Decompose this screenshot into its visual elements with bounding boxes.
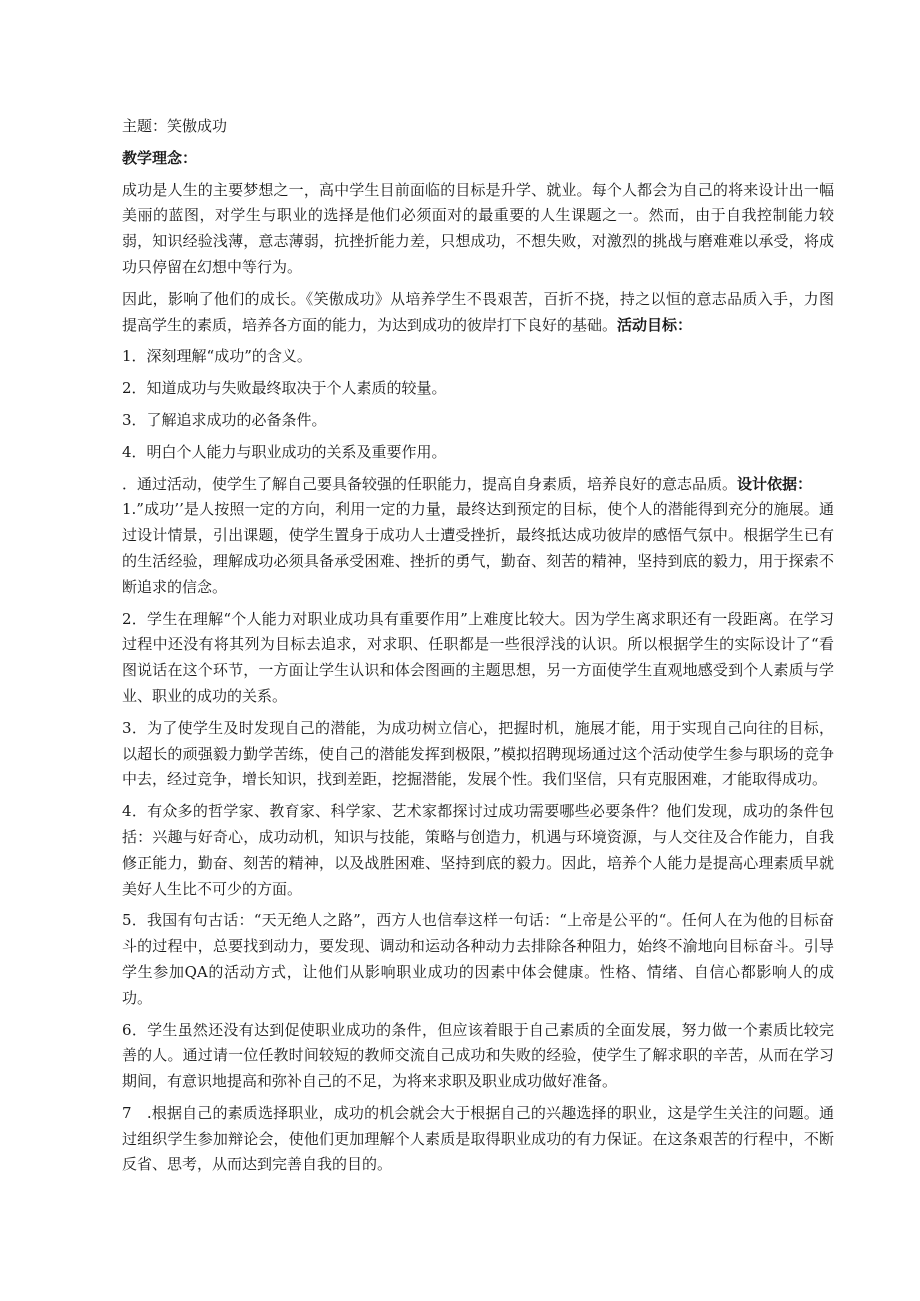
goal-item-1: 1．深刻理解“成功”的含义。: [122, 347, 312, 366]
basis-item-3: 3．为了使学生及时发现自己的潜能，为成功树立信心，把握时机，施展才能，用于实现自己向往的目标，以超长的顽强毅力勤学苦练，使自己的潜能发挥到极限，”模拟招聘现场通过这个活动使学生参与职场的竞争中去，经过竞争，增长知识，找到差距，挖掘潜能，发展个性。我们坚信，只有克服困难，才能取得成功。: [122, 718, 834, 789]
concept-paragraph-2-text: 因此，影响了他们的成长。《笑傲成功》从培养学生不畏艰苦，百折不挠，持之以恒的意志品质入手，力图提高学生的素质，培养各方面的能力，为达到成功的彼岸打下良好的基础。: [122, 289, 834, 334]
basis-item-4: 4．有众多的哲学家、教育家、科学家、艺术家都探讨过成功需要哪些必要条件？他们发现，成功的条件包括：兴趣与好奇心，成功动机，知识与技能，策略与创造力，机遇与环境资源，与人交往及合作能力，自我修正能力，勤奋、刻苦的精神，以及战胜困难、坚持到底的毅力。因此，培养个人能力是提高心理素质早就美好人生比不可少的方面。: [122, 802, 834, 898]
goal-item-3: 3．了解追求成功的必备条件。: [122, 410, 327, 429]
basis-item-7: 7 .根据自己的素质选择职业，成功的机会就会大于根据自己的兴趣选择的职业，这是学生关注的问题。通过组织学生参加辩论会，使他们更加理解个人素质是取得职业成功的有力保证。在这条艰苦的行程中，不断反省、思考，从而达到完善自我的目的。: [122, 1103, 834, 1174]
goal-item-5: [122, 472, 834, 498]
concept-paragraph-1: 成功是人生的主要梦想之一，高中学生目前面临的目标是升学、就业。每个人都会为自己的将来设计出一幅美丽的蓝图，对学生与职业的选择是他们必须面对的最重要的人生课题之一。然而，由于自我控制能力较弱，知识经验浅薄，意志薄弱，抗挫折能力差，只想成功，不想失败，对激烈的挑战与磨难难以承受，将成功只停留在幻想中等行为。: [122, 180, 834, 276]
goal-item-5-text: ．通过活动，使学生了解自己要具备较强的任职能力，提高自身素质，培养良好的意志品质。: [122, 474, 738, 493]
document-page: [122, 114, 834, 1178]
concept-heading: 教学理念：: [122, 148, 198, 167]
basis-item-6: 6．学生虽然还没有达到促使职业成功的条件，但应该着眼于自己素质的全面发展，努力做一个素质比较完善的人。通过请一位任教时间较短的教师交流自己成功和失败的经验，使学生了解求职的辛苦，从而在学习期间，有意识地提高和弥补自己的不足，为将来求职及职业成功做好准备。: [122, 1020, 834, 1091]
goals-heading: 活动目标：: [617, 315, 693, 334]
basis-item-1: 1.”成功’’是人按照一定的方向，利用一定的力量，最终达到预定的目标，使个人的潜能得到充分的施展。通过设计情景，引出课题，使学生置身于成功人士遭受挫折，最终抵达成功彼岸的感悟气氛中。根据学生已有的生活经验，理解成功必须具备承受困难、挫折的勇气，勤奋、刻苦的精神，坚持到底的毅力，用于探索不断追求的信念。: [122, 500, 834, 596]
concept-paragraph-2: [122, 287, 834, 339]
goal-item-4: 4．明白个人能力与职业成功的关系及重要作用。: [122, 442, 447, 461]
basis-item-5: 5．我国有句古话：“天无绝人之路”，西方人也信奉这样一句话：“上帝是公平的“。任何人在为他的目标奋斗的过程中，总要找到动力，要发现、调动和运动各种动力去排除各种阻力，始终不渝地向目标奋斗。引导学生参加QA的活动方式，让他们从影响职业成功的因素中体会健康。性格、情绪、自信心都影响人的成功。: [122, 911, 834, 1007]
theme-line: 主题：笑傲成功: [122, 117, 228, 135]
basis-heading: 设计依据：: [737, 474, 813, 493]
basis-item-2: 2．学生在理解“个人能力对职业成功具有重要作用”上难度比较大。因为学生离求职还有一段距离。在学习过程中还没有将其列为目标去追求，对求职、任职都是一些很浮浅的认识。所以根据学生的实际设计了“看图说话在这个环节，一方面让学生认识和体会图画的主题思想，另一方面使学生直观地感受到个人素质与学业、职业的成功的关系。: [122, 609, 834, 705]
goal-item-2: 2．知道成功与失败最终取决于个人素质的较量。: [122, 379, 447, 398]
